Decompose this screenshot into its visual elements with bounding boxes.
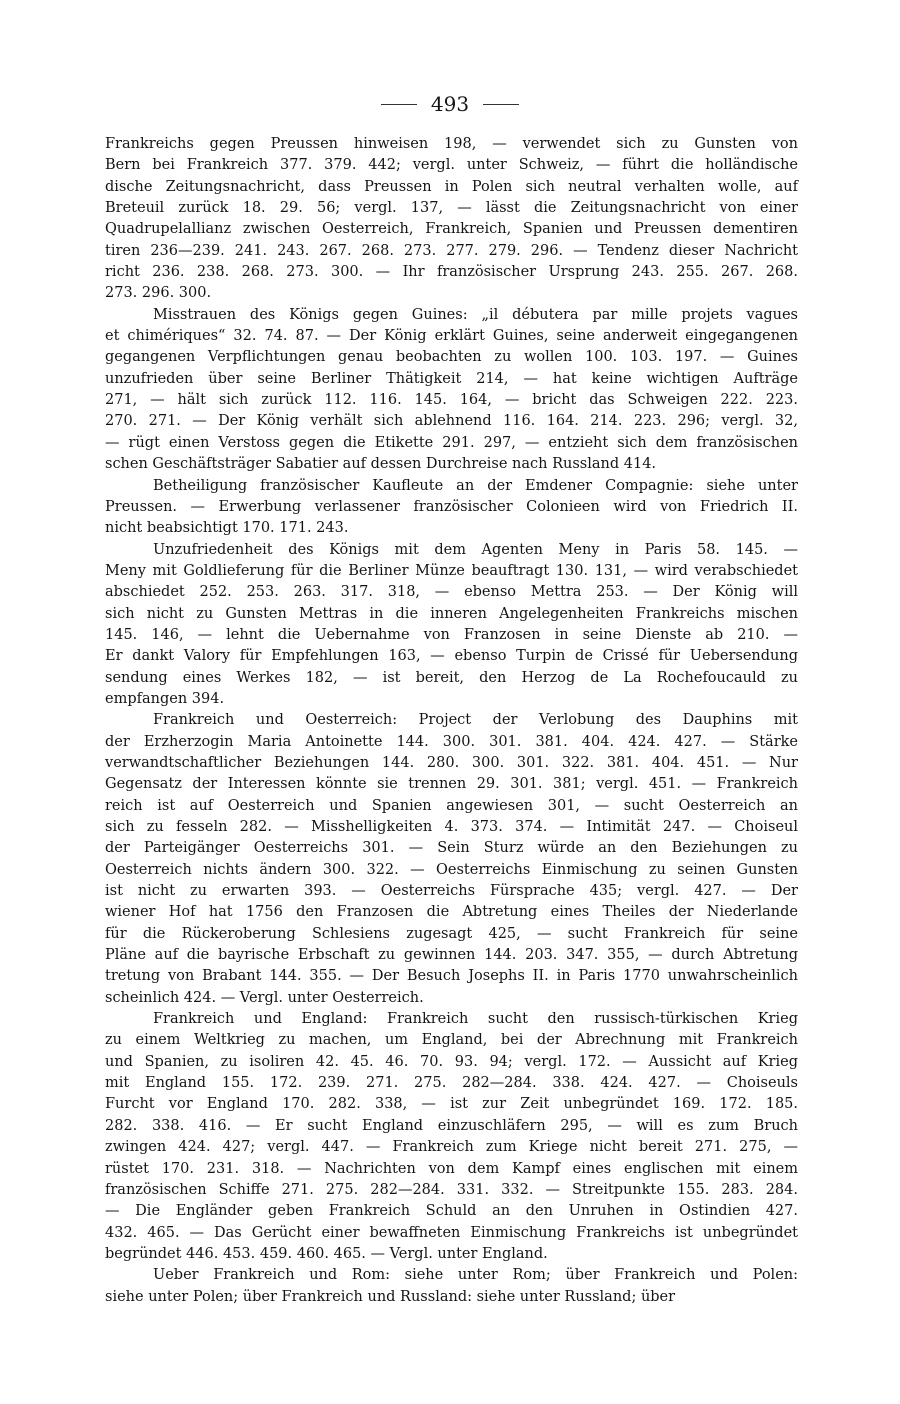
- text-line: 271, — hält sich zurück 112. 116. 145. 164, — bricht das Schweigen 222. 223.: [105, 392, 798, 409]
- text-line: Furcht vor England 170. 282. 338, — ist zur Zeit unbegründet 169. 172. 185.: [105, 1096, 798, 1113]
- text-line: der Parteigänger Oesterreichs 301. — Sein Sturz würde an den Beziehungen zu: [105, 840, 798, 857]
- index-paragraph: [105, 1009, 798, 1265]
- text-line: für die Rückeroberung Schlesiens zugesagt 425, — sucht Frankreich für seine: [105, 925, 798, 942]
- text-line: gegangenen Verpflichtungen genau beobachten zu wollen 100. 103. 197. — Guines: [105, 349, 798, 366]
- text-line: ist nicht zu erwarten 393. — Oesterreichs Fürsprache 435; vergl. 427. — Der: [105, 883, 798, 900]
- text-line: Gegensatz der Interessen könnte sie trennen 29. 301. 381; vergl. 451. — Frankreich: [105, 776, 798, 793]
- index-paragraph: [105, 1265, 798, 1308]
- text-line: zu einem Weltkrieg zu machen, um England, bei der Abrechnung mit Frankreich: [105, 1032, 798, 1049]
- text-line: siehe unter Polen; über Frankreich und Russland: siehe unter Russland; über: [105, 1288, 676, 1305]
- text-line: 273. 296. 300.: [105, 285, 212, 302]
- page-number: 493: [430, 92, 470, 116]
- index-paragraph: [105, 134, 798, 305]
- text-line: Frankreich und Oesterreich: Project der Verlobung des Dauphins mit: [153, 712, 798, 729]
- text-line: 270. 271. — Der König verhält sich ablehnend 116. 164. 214. 223. 296; vergl. 32,: [105, 413, 798, 430]
- index-paragraph: [105, 305, 798, 476]
- index-paragraph: [105, 476, 798, 540]
- text-line: zwingen 424. 427; vergl. 447. — Frankreich zum Kriege nicht bereit 271. 275, —: [105, 1139, 798, 1156]
- text-line: Misstrauen des Königs gegen Guines: „il débutera par mille projets vagues: [153, 306, 798, 323]
- text-line: dische Zeitungsnachricht, dass Preussen in Polen sich neutral verhalten wolle, auf: [105, 178, 798, 195]
- text-line: — rügt einen Verstoss gegen die Etikette 291. 297, — entzieht sich dem französischen: [105, 434, 798, 451]
- text-line: verwandtschaftlicher Beziehungen 144. 280. 300. 301. 322. 381. 404. 451. — Nur: [105, 754, 798, 771]
- text-line: abschiedet 252. 253. 263. 317. 318, — ebenso Mettra 253. — Der König will: [105, 584, 798, 601]
- text-line: Breteuil zurück 18. 29. 56; vergl. 137, — lässt die Zeitungsnachricht von einer: [105, 200, 798, 217]
- text-line: reich ist auf Oesterreich und Spanien angewiesen 301, — sucht Oesterreich an: [105, 797, 798, 814]
- text-line: begründet 446. 453. 459. 460. 465. — Vergl. unter England.: [105, 1245, 548, 1262]
- text-line: empfangen 394.: [105, 690, 225, 707]
- text-line: tiren 236—239. 241. 243. 267. 268. 273. 277. 279. 296. — Tendenz dieser Nachricht: [105, 242, 798, 259]
- text-line: Unzufriedenheit des Königs mit dem Agenten Meny in Paris 58. 145. —: [153, 541, 798, 558]
- text-line: tretung von Brabant 144. 355. — Der Besuch Josephs II. in Paris 1770 unwahrscheinlich: [105, 968, 798, 985]
- text-line: Oesterreich nichts ändern 300. 322. — Oesterreichs Einmischung zu seinen Gunsten: [105, 861, 798, 878]
- text-line: sendung eines Werkes 182, — ist bereit, den Herzog de La Rochefoucauld zu: [105, 669, 798, 686]
- text-line: der Erzherzogin Maria Antoinette 144. 300. 301. 381. 404. 424. 427. — Stärke: [105, 733, 798, 750]
- text-line: und Spanien, zu isoliren 42. 45. 46. 70. 93. 94; vergl. 172. — Aussicht auf Krieg: [105, 1053, 798, 1070]
- text-line: rüstet 170. 231. 318. — Nachrichten von dem Kampf eines englischen mit einem: [105, 1160, 798, 1177]
- text-line: Frankreich und England: Frankreich sucht den russisch-türkischen Krieg: [153, 1011, 798, 1028]
- text-line: unzufrieden über seine Berliner Thätigkeit 214, — hat keine wichtigen Aufträge: [105, 370, 798, 387]
- text-line: schen Geschäftsträger Sabatier auf dessen Durchreise nach Russland 414.: [105, 456, 657, 473]
- text-line: scheinlich 424. — Vergl. unter Oesterreich.: [105, 989, 424, 1006]
- text-line: 145. 146, — lehnt die Uebernahme von Franzosen in seine Dienste ab 210. —: [105, 626, 798, 643]
- text-line: Er dankt Valory für Empfehlungen 163, — ebenso Turpin de Crissé für Uebersendung: [105, 648, 798, 665]
- text-line: richt 236. 238. 268. 273. 300. — Ihr französischer Ursprung 243. 255. 267. 268.: [105, 264, 798, 281]
- text-line: wiener Hof hat 1756 den Franzosen die Abtretung eines Theiles der Niederlande: [105, 904, 798, 921]
- text-line: Betheiligung französischer Kaufleute an der Emdener Compagnie: siehe unter: [153, 477, 798, 494]
- text-line: Ueber Frankreich und Rom: siehe unter Rom; über Frankreich und Polen:: [153, 1267, 798, 1284]
- text-line: 282. 338. 416. — Er sucht England einzuschläfern 295, — will es zum Bruch: [105, 1117, 798, 1134]
- text-line: mit England 155. 172. 239. 271. 275. 282—284. 338. 424. 427. — Choiseuls: [105, 1075, 798, 1092]
- index-paragraph: [105, 540, 798, 711]
- text-line: französischen Schiffe 271. 275. 282—284. 331. 332. — Streitpunkte 155. 283. 284.: [105, 1181, 798, 1198]
- text-line: — Die Engländer geben Frankreich Schuld an den Unruhen in Ostindien 427.: [105, 1203, 798, 1220]
- text-line: 432. 465. — Das Gerücht einer bewaffneten Einmischung Frankreichs ist unbegründet: [105, 1224, 798, 1241]
- text-line: sich nicht zu Gunsten Mettras in die inneren Angelegenheiten Frankreichs mischen: [105, 605, 798, 622]
- text-line: et chimériques“ 32. 74. 87. — Der König erklärt Guines, seine anderweit eingegangenen: [105, 328, 798, 345]
- header-rule-left: [381, 104, 417, 105]
- text-line: Meny mit Goldlieferung für die Berliner Münze beauftragt 130. 131, — wird verabschiedet: [105, 562, 798, 579]
- text-line: nicht beabsichtigt 170. 171. 243.: [105, 520, 349, 537]
- index-paragraph: [105, 710, 798, 1009]
- text-line: Bern bei Frankreich 377. 379. 442; vergl. unter Schweiz, — führt die holländische: [105, 157, 798, 174]
- text-line: Pläne auf die bayrische Erbschaft zu gewinnen 144. 203. 347. 355, — durch Abtretung: [105, 947, 798, 964]
- index-body: [105, 134, 798, 1308]
- text-line: Preussen. — Erwerbung verlassener französischer Colonieen wird von Friedrich II.: [105, 498, 798, 515]
- text-line: Frankreichs gegen Preussen hinweisen 198, — verwendet sich zu Gunsten von: [105, 136, 798, 152]
- text-line: sich zu fesseln 282. — Misshelligkeiten 4. 373. 374. — Intimität 247. — Choiseul: [105, 819, 798, 835]
- text-line: Quadrupelallianz zwischen Oesterreich, Frankreich, Spanien und Preussen dementiren: [105, 221, 798, 238]
- header-rule-right: [483, 104, 519, 105]
- page-header: [0, 92, 900, 116]
